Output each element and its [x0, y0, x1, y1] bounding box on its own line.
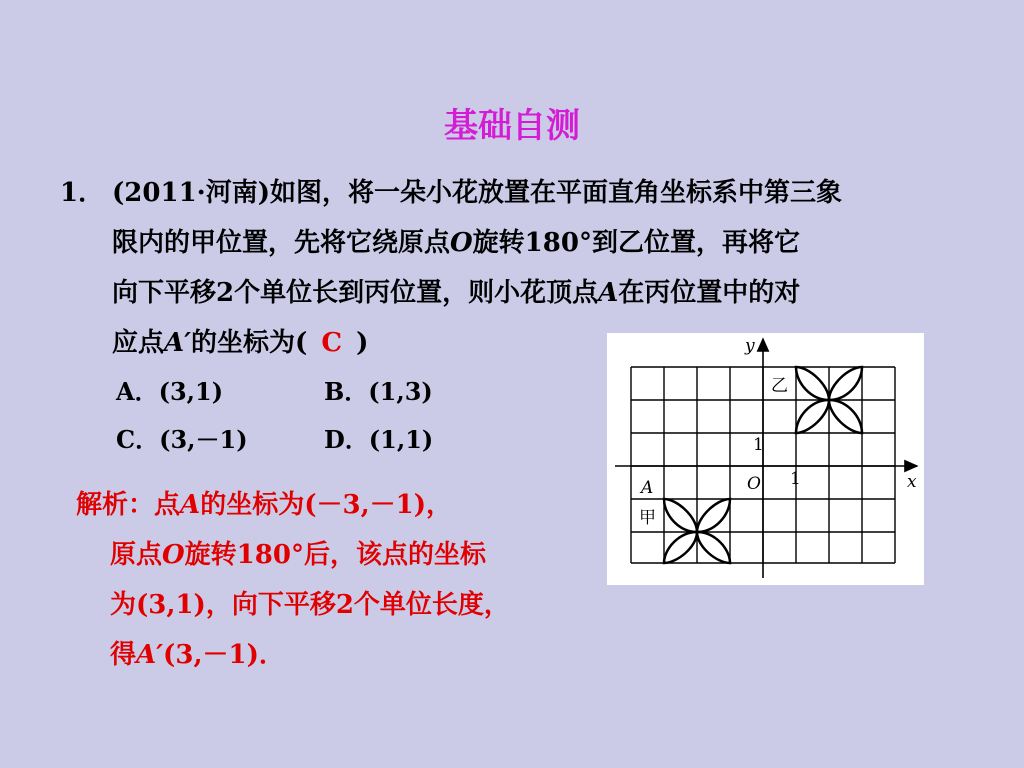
coordinate-grid-svg [607, 333, 924, 585]
label-yi: 乙 [771, 376, 788, 396]
option-b: B．(1,3) [324, 377, 433, 406]
solution-point-a: A [180, 490, 201, 520]
point-o: O [450, 228, 473, 258]
question-line-1 [112, 172, 842, 209]
question-text: 向下平移2个单位长到丙位置，则小花顶点 [112, 278, 599, 308]
option-d: D．(1,1) [324, 425, 434, 454]
point-a: A [598, 278, 619, 308]
point-a-label: A [641, 478, 654, 498]
solution-point-o: O [162, 540, 185, 570]
question-number: 1． [60, 178, 105, 208]
question-text: 旋转180°到乙位置，再将它 [472, 228, 800, 258]
question-line-3 [112, 272, 800, 309]
question-text: (2011·河南)如图，将一朵小花放置在平面直角坐标系中第三象 [112, 178, 843, 208]
slide-title: 基础自测 [444, 106, 580, 146]
y-tick-label: 1 [753, 435, 764, 455]
solution-text: 为(3,1)，向下平移2个单位长度， [110, 590, 510, 620]
answer-choice: C [321, 328, 343, 358]
origin-label: O [747, 474, 761, 494]
question-line-2 [112, 222, 800, 259]
point-a-prime: A′ [164, 328, 192, 358]
question-text: 的坐标为( [191, 328, 308, 358]
solution-text: 得 [110, 640, 137, 670]
question-text: 限内的甲位置，先将它绕原点 [112, 228, 451, 258]
solution-text: (3,－1)． [163, 640, 285, 670]
option-c: C．(3,－1) [116, 425, 248, 454]
label-jia: 甲 [639, 508, 656, 528]
question-text: ) [356, 328, 369, 358]
solution-line-3 [110, 584, 510, 621]
solution-text: 的坐标为(－3,－1)， [200, 490, 453, 520]
solution-text: 原点 [110, 540, 163, 570]
x-axis-label: x [907, 472, 917, 492]
question-text: 应点 [112, 328, 165, 358]
question-text: 在丙位置中的对 [618, 278, 801, 308]
y-axis-label: y [745, 336, 755, 356]
solution-point-a-prime: A′ [136, 640, 164, 670]
x-tick-label: 1 [790, 469, 801, 489]
solution-text: 解析：点 [76, 490, 181, 520]
question-line-4 [112, 322, 368, 359]
option-a: A．(3,1) [116, 377, 224, 406]
solution-line-1 [76, 484, 452, 521]
coordinate-figure [607, 333, 924, 585]
solution-line-2 [110, 534, 486, 571]
solution-text: 旋转180°后，该点的坐标 [184, 540, 486, 570]
solution-line-4 [110, 634, 285, 671]
